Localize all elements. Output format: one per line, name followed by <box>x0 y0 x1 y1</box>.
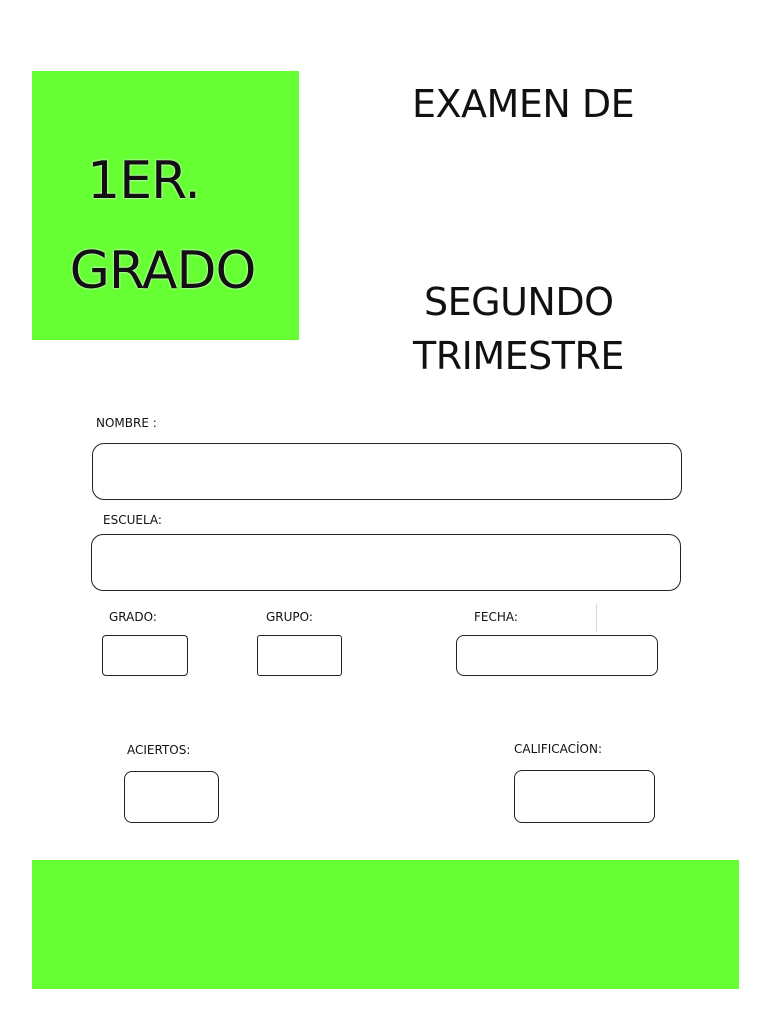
aciertos-field[interactable] <box>124 771 219 823</box>
calificacion-field[interactable] <box>514 770 655 823</box>
footer-bar <box>32 860 739 989</box>
escuela-field[interactable] <box>91 534 681 591</box>
exam-title-line-2: SEGUNDO <box>424 280 614 324</box>
nombre-field[interactable] <box>92 443 682 500</box>
calificacion-label: CALIFICACÍON: <box>514 742 603 756</box>
nombre-label: NOMBRE : <box>96 416 157 430</box>
exam-title-line-3: TRIMESTRE <box>413 334 624 378</box>
grade-line-1: 1ER. <box>87 151 200 211</box>
grado-field[interactable] <box>102 635 188 676</box>
aciertos-label: ACIERTOS: <box>127 743 191 757</box>
fecha-divider <box>596 604 597 632</box>
escuela-label: ESCUELA: <box>103 513 162 527</box>
exam-title-line-1: EXAMEN DE <box>412 82 635 126</box>
fecha-label: FECHA: <box>474 610 518 624</box>
grupo-field[interactable] <box>257 635 342 676</box>
fecha-field[interactable] <box>456 635 658 676</box>
grupo-label: GRUPO: <box>266 610 313 624</box>
grade-line-2: GRADO <box>69 241 256 301</box>
grade-box <box>32 71 299 340</box>
grado-label: GRADO: <box>109 610 157 624</box>
